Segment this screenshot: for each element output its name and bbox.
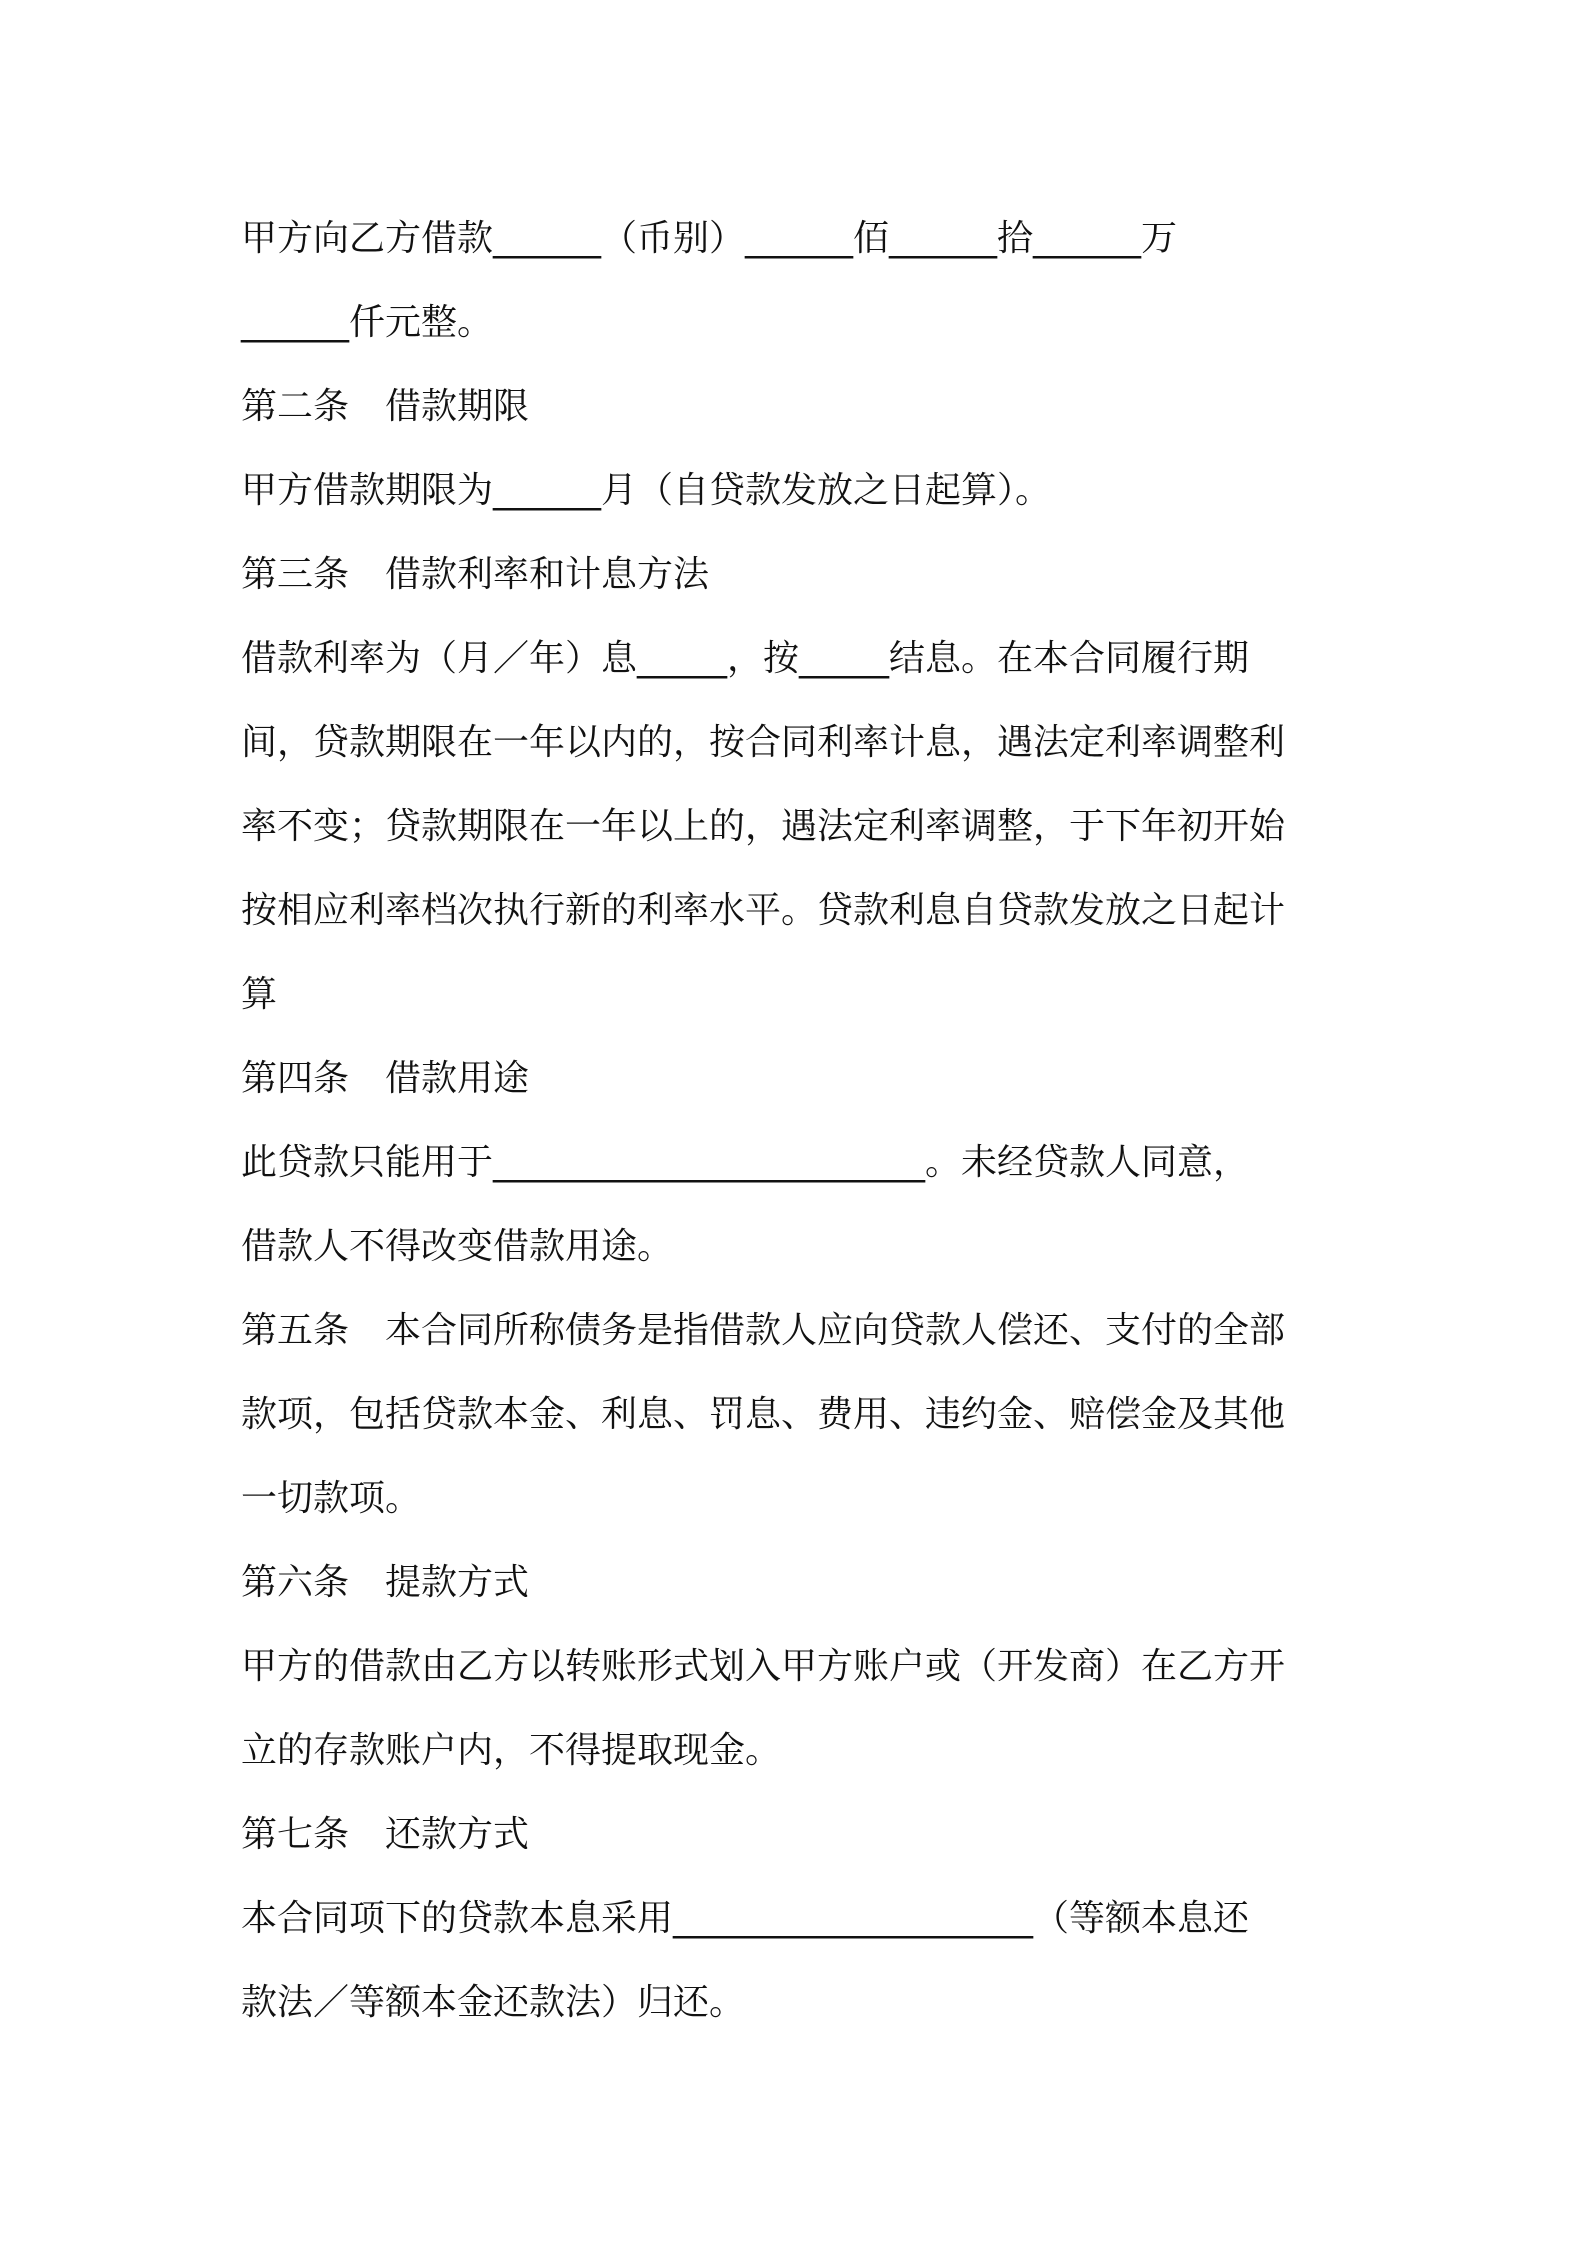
text-line: 甲方向乙方借款______（币别）______佰______拾______万: [241, 218, 1178, 259]
contract-text: [241, 197, 1361, 2045]
text-line: 借款利率为（月／年）息_____，按_____结息。在本合同履行期: [241, 638, 1250, 679]
text-line: 立的存款账户内，不得提取现金。: [241, 1730, 782, 1771]
section-heading: 第四条 借款用途: [241, 1058, 530, 1099]
text-line: 一切款项。: [241, 1478, 422, 1519]
text-line: 算: [241, 974, 278, 1015]
text-line: 甲方借款期限为______月（自贷款发放之日起算）。: [241, 470, 1052, 511]
text-line: 率不变；贷款期限在一年以上的，遇法定利率调整，于下年初开始: [241, 806, 1286, 847]
text-line: 借款人不得改变借款用途。: [241, 1226, 674, 1267]
text-line: 款法／等额本金还款法）归还。: [241, 1982, 746, 2023]
section-heading: 第三条 借款利率和计息方法: [241, 554, 710, 595]
section-heading: 第七条 还款方式: [241, 1814, 530, 1855]
text-line: ______仟元整。: [241, 302, 494, 343]
text-line: 本合同项下的贷款本息采用____________________（等额本息还: [241, 1898, 1250, 1939]
text-line: 此贷款只能用于________________________。未经贷款人同意，: [241, 1142, 1250, 1183]
text-line: 按相应利率档次执行新的利率水平。贷款利息自贷款发放之日起计: [241, 890, 1286, 931]
text-line: 甲方的借款由乙方以转账形式划入甲方账户或（开发商）在乙方开: [241, 1646, 1286, 1687]
section-heading: 第二条 借款期限: [241, 386, 530, 427]
text-line: 间，贷款期限在一年以内的，按合同利率计息，遇法定利率调整利: [241, 722, 1286, 763]
text-line: 款项，包括贷款本金、利息、罚息、费用、违约金、赔偿金及其他: [241, 1394, 1286, 1435]
section-heading: 第六条 提款方式: [241, 1562, 530, 1603]
section-heading: 第五条 本合同所称债务是指借款人应向贷款人偿还、支付的全部: [241, 1310, 1286, 1351]
